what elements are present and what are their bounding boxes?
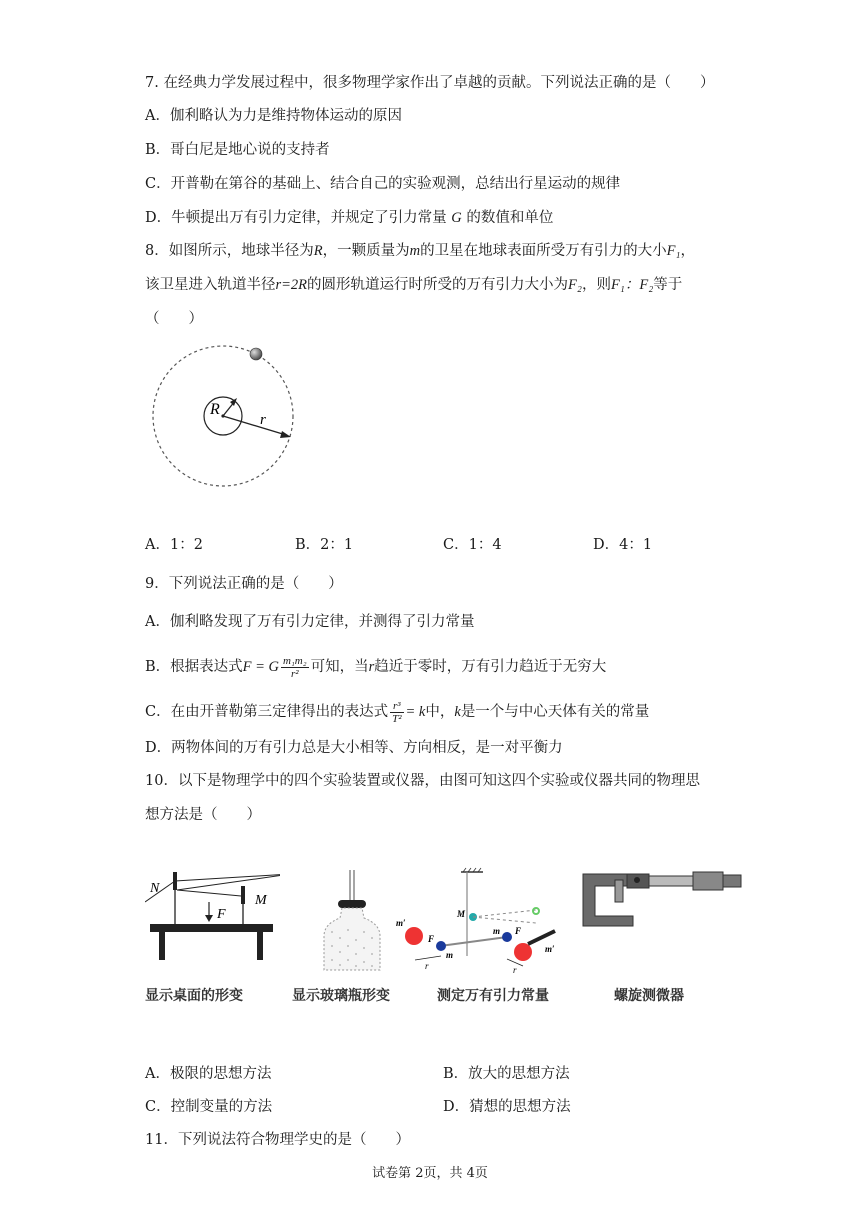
label-r-left: r bbox=[425, 961, 429, 971]
q8-option-c: C．1：4 bbox=[443, 537, 502, 553]
q9-c-fraction bbox=[390, 700, 403, 725]
q9-option-b bbox=[145, 652, 606, 682]
lock-knob bbox=[634, 877, 640, 883]
micrometer-thimble bbox=[693, 872, 723, 890]
q9-c-text: C．在由开普勒第三定律得出的表达式 bbox=[145, 704, 389, 720]
label-m-prime-right: m′ bbox=[545, 944, 555, 954]
q10-stem-line2: 想方法是（ ） bbox=[145, 807, 261, 823]
q9-option-a: A．伽利略发现了万有引力定律，并测得了引力常量 bbox=[145, 614, 475, 630]
large-ball-left bbox=[405, 927, 423, 945]
q8-var-R: R bbox=[313, 243, 323, 259]
table-leg bbox=[159, 932, 165, 960]
q9-stem: 9．下列说法正确的是（ ） bbox=[145, 576, 343, 592]
label-N: N bbox=[150, 881, 160, 896]
q8-option-b: B．2：1 bbox=[295, 537, 354, 553]
label-m-prime-left: m′ bbox=[396, 918, 406, 928]
q8-option-a: A．1：2 bbox=[145, 537, 203, 553]
q10-option-d: D．猜想的思想方法 bbox=[443, 1099, 571, 1115]
light-spot bbox=[533, 908, 539, 914]
micrometer-figure bbox=[575, 866, 750, 946]
q9-b-var-r: r bbox=[368, 659, 375, 675]
distance-r-left bbox=[415, 956, 441, 960]
orbit-diagram bbox=[145, 338, 305, 493]
radius-r-arrowhead bbox=[280, 431, 291, 438]
q8-option-d: D．4：1 bbox=[593, 537, 653, 553]
small-ball-right bbox=[502, 932, 512, 942]
large-ball-right bbox=[514, 943, 532, 961]
glass-bottle-figure bbox=[318, 870, 388, 975]
q8-var-m: m bbox=[409, 243, 421, 259]
label-r: r bbox=[260, 412, 266, 428]
label-R: R bbox=[210, 401, 220, 418]
q7-option-d bbox=[145, 208, 553, 228]
q9-c-text: 中， bbox=[425, 704, 455, 720]
q8-var-ratio: F₁：F₂ bbox=[610, 277, 654, 293]
q11-stem: 11．下列说法符合物理学史的是（ ） bbox=[145, 1132, 410, 1148]
q9-c-var-k: k bbox=[454, 704, 461, 720]
q7-option-a: A．伽利略认为力是维持物体运动的原因 bbox=[145, 108, 402, 124]
torsion-balance-figure bbox=[393, 866, 568, 976]
micrometer-ratchet bbox=[723, 875, 741, 887]
q8-text: ，一颗质量为 bbox=[322, 243, 410, 259]
q9-b-text: B．根据表达式 bbox=[145, 659, 243, 675]
label-M-small: M bbox=[457, 909, 466, 919]
force-arrowhead bbox=[205, 915, 213, 922]
light-beam bbox=[473, 917, 536, 923]
q8-stem-line1 bbox=[145, 241, 695, 261]
q8-text: ， bbox=[680, 243, 695, 259]
q8-text: ，则 bbox=[581, 277, 611, 293]
frac-num: r³ bbox=[390, 700, 403, 713]
q8-text: 8．如图所示，地球半径为 bbox=[145, 243, 314, 259]
table-leg bbox=[257, 932, 263, 960]
caption-bottle: 显示玻璃瓶形变 bbox=[292, 988, 390, 1004]
q9-option-d: D．两物体间的万有引力总是大小相等、方向相反，是一对平衡力 bbox=[145, 740, 563, 756]
q10-option-c: C．控制变量的方法 bbox=[145, 1099, 273, 1115]
label-r-right: r bbox=[513, 965, 517, 975]
light-ray bbox=[177, 890, 241, 896]
q8-var-r-eq: r=2R bbox=[275, 277, 308, 293]
q10-option-a: A．极限的思想方法 bbox=[145, 1066, 272, 1082]
q9-c-text: 是一个与中心天体有关的常量 bbox=[460, 704, 650, 720]
light-beam bbox=[473, 910, 536, 917]
q7-option-b: B．哥白尼是地心说的支持者 bbox=[145, 142, 330, 158]
frac-num: m₁m₂ bbox=[283, 654, 307, 667]
bottle-stopper bbox=[338, 900, 366, 908]
q8-var-F1: F₁ bbox=[666, 243, 681, 259]
table-top bbox=[150, 924, 273, 932]
satellite bbox=[250, 348, 262, 360]
page-footer: 试卷第 2页，共 4页 bbox=[372, 1166, 488, 1181]
q7-d-var: G bbox=[451, 210, 462, 226]
label-F-left: F bbox=[428, 934, 435, 944]
caption-torsion: 测定万有引力常量 bbox=[437, 988, 549, 1004]
q9-b-text: 可知，当 bbox=[310, 659, 369, 675]
table-deformation-figure bbox=[145, 862, 280, 962]
ball-holder bbox=[528, 931, 555, 944]
q7-option-c: C．开普勒在第谷的基础上、结合自己的实验观测，总结出行星运动的规律 bbox=[145, 176, 621, 192]
q9-b-fraction bbox=[281, 655, 309, 680]
q8-stem-line2 bbox=[145, 275, 682, 295]
label-F: F bbox=[217, 907, 226, 922]
q7-d-text: D．牛顿提出万有引力定律，并规定了引力常量 bbox=[145, 210, 447, 226]
micrometer-frame bbox=[583, 874, 633, 926]
q7-d-text-end: 的数值和单位 bbox=[466, 210, 554, 226]
label-F-right: F bbox=[515, 926, 522, 936]
q10-stem-line1: 10．以下是物理学中的四个实验装置或仪器，由图可知这四个实验或仪器共同的物理思 bbox=[145, 773, 700, 789]
label-m-left: m bbox=[446, 950, 454, 960]
frac-den: T² bbox=[392, 712, 402, 725]
q9-c-eq: = k bbox=[405, 704, 426, 720]
q7-stem: 7. 在经典力学发展过程中，很多物理学家作出了卓越的贡献。下列说法正确的是（ ） bbox=[145, 75, 715, 91]
small-ball-left bbox=[436, 941, 446, 951]
q10-option-b: B．放大的思想方法 bbox=[443, 1066, 570, 1082]
q9-option-c bbox=[145, 697, 649, 727]
q8-stem-line3: （ ） bbox=[145, 311, 203, 327]
q8-var-F2: F₂ bbox=[568, 277, 582, 293]
caption-table: 显示桌面的形变 bbox=[145, 988, 243, 1004]
torsion-rod bbox=[440, 937, 507, 946]
q8-text: 该卫星进入轨道半径 bbox=[145, 277, 276, 293]
frac-den: r² bbox=[291, 667, 299, 680]
label-M: M bbox=[255, 893, 267, 908]
q9-b-formula: F = G bbox=[242, 659, 280, 675]
mirror-M bbox=[241, 886, 245, 904]
micrometer-anvil bbox=[615, 880, 623, 902]
light-ray bbox=[177, 874, 280, 890]
caption-micrometer: 螺旋测微器 bbox=[614, 988, 684, 1004]
q8-text: 等于 bbox=[653, 277, 683, 293]
micrometer-sleeve bbox=[649, 876, 693, 886]
label-m-right: m bbox=[493, 926, 501, 936]
q8-text: 的卫星在地球表面所受万有引力的大小 bbox=[420, 243, 667, 259]
q8-text: 的圆形轨道运行时所受的万有引力大小为 bbox=[307, 277, 569, 293]
q9-b-text: 趋近于零时，万有引力趋近于无穷大 bbox=[374, 659, 607, 675]
